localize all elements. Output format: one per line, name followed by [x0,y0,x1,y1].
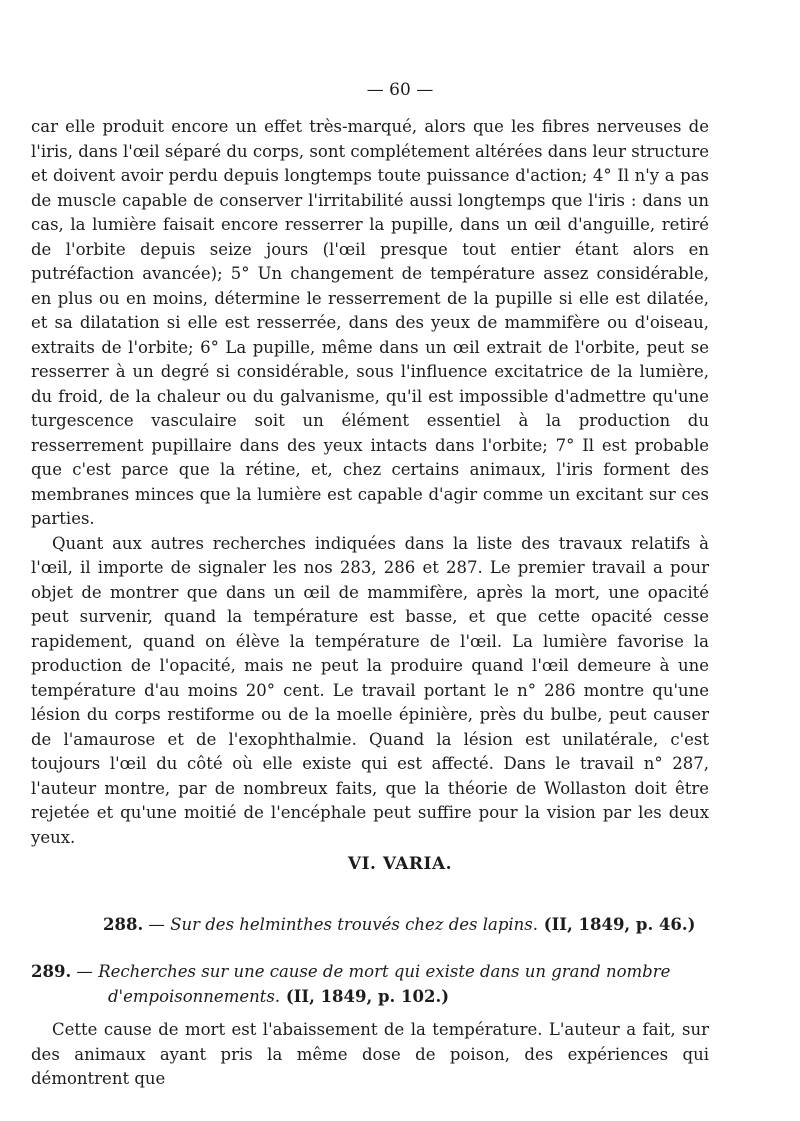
section-heading: VI. VARIA. [347,854,453,874]
paragraph-1: car elle produit encore un effet très-marqué, alors que les fibres nerveuses de l'iris, dans l'œil séparé du corps, sont complétement altérées dans leur structure et doivent avoir perdu depuis longtemps toute puissance d'action; 4° Il n'y a pas de muscle capable de conserver l'irritabilité aussi longtemps que l'iris : dans un cas, la lumière faisait encore resserrer la pupille, dans un œil d'anguille, retiré de l'orbite depuis seize jours (l'œil presque tout entier étant alors en putréfaction avancée); 5° Un changement de température assez considérable, en plus ou en moins, détermine le resserrement de la pupille si elle est dilatée, et sa dilatation si elle est resserrée, dans des yeux de mammifère ou d'oiseau, extraits de l'orbite; 6° La pupille, même dans un œil extrait de l'orbite, peut se resserrer à un degré si considérable, sous l'influence excitatrice de la lumière, du froid, de la chaleur ou du galvanisme, qu'il est impossible d'admettre qu'une turgescence vasculaire soit un élément essentiel à la production du resserrement pupillaire dans des yeux intacts dans l'orbite; 7° Il est probable que c'est parce que la rétine, et, chez certains animaux, l'iris forment des membranes minces que la lumière est capable d'agir comme un excitant sur ces parties. [31,117,709,528]
entry-288 [103,912,743,937]
text-block-lower [31,1018,709,1092]
text-block-upper [31,115,709,850]
entry-dash: — [71,962,99,981]
entry-289 [31,959,709,1009]
paragraph-final: Cette cause de mort est l'abaissement de la température. L'auteur a fait, sur des animaux ayant pris la même dose de poison, des expériences qui démontrent que [31,1020,709,1088]
entry-number: 289. [31,962,72,981]
entry-citation: (II, 1849, p. 46.) [538,915,696,934]
entry-title: Sur des helminthes trouvés chez des lapins. [170,915,539,934]
entry-number: 288. [103,915,144,934]
entry-title: Recherches sur une cause de mort qui existe dans un grand nombre d'empoisonnements. [98,962,671,1006]
paragraph-2: Quant aux autres recherches indiquées dans la liste des travaux relatifs à l'œil, il importe de signaler les nos 283, 286 et 287. Le premier travail a pour objet de montrer que dans un œil de mammifère, après la mort, une opacité peut survenir, quand la température est basse, et que cette opacité cesse rapidement, quand on élève la température de l'œil. La lumière favorise la production de l'opacité, mais ne peut la produire quand l'œil demeure à une température d'au moins 20° cent. Le travail portant le n° 286 montre qu'une lésion du corps restiforme ou de la moelle épinière, près du bulbe, peut causer de l'amaurose et de l'exophthalmie. Quand la lésion est unilatérale, c'est toujours l'œil du côté où elle existe qui est affecté. Dans le travail n° 287, l'auteur montre, par de nombreux faits, que la théorie de Wollaston doit être rejetée et qu'une moitié de l'encéphale peut suffire pour la vision par les deux yeux. [31,533,709,847]
entry-citation: (II, 1849, p. 102.) [280,987,450,1006]
entry-dash: — [143,915,171,934]
page-number: — 60 — [366,80,434,100]
